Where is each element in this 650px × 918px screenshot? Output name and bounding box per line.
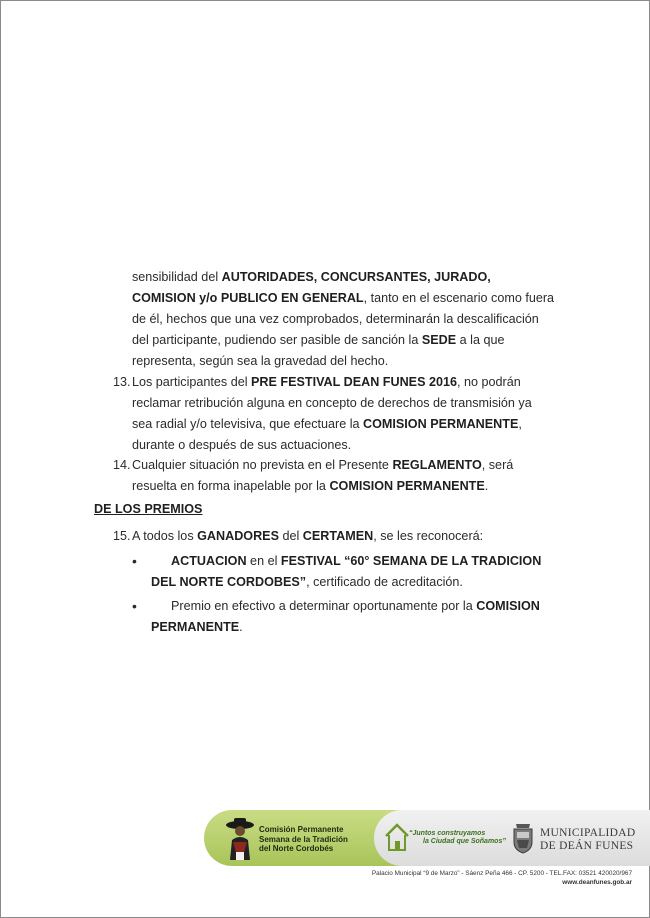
item-13-line-1: Los participantes del PRE FESTIVAL DEAN FUNES 2016, no podrán: [132, 375, 521, 389]
comision-line-3: del Norte Cordobés: [259, 844, 334, 853]
bullet-2-line-2: PERMANENTE.: [151, 620, 243, 634]
address-text: Palacio Municipal “9 de Marzo” - Sáenz Peña 466 - CP. 5200 - TEL.FAX: 03521 420020/967: [371, 870, 632, 877]
item-13-line-4: durante o después de sus actuaciones.: [132, 438, 352, 452]
item-13-number: 13.: [113, 375, 131, 389]
slogan-line-1: “Juntos construyamos: [409, 830, 486, 837]
cont-line-3: de él, hechos que una vez comprobados, determinarán la descalificación: [132, 312, 539, 326]
footer-logos: [204, 810, 650, 866]
slogan: [409, 830, 509, 846]
bullet-2-icon: •: [132, 598, 137, 614]
cont-line-5: representa, según sea la gravedad del hecho.: [132, 354, 389, 368]
website-text: www.deanfunes.gob.ar: [562, 878, 632, 886]
cont-line-2: COMISION y/o PUBLICO EN GENERAL, tanto en el escenario como fuera: [132, 291, 555, 305]
item-13-line-3: sea radial y/o televisiva, que efectuare la COMISION PERMANENTE,: [132, 417, 522, 431]
item-14-line-2: resuelta en forma inapelable por la COMISION PERMANENTE.: [132, 479, 489, 493]
item-13-line-2: reclamar retribución alguna en concepto de derechos de transmisión ya: [132, 396, 532, 410]
municipality-line-1: MUNICIPALIDAD: [540, 827, 636, 839]
cont-line-4: del participante, pudiendo ser pasible de sanción la SEDE a la que: [132, 333, 505, 347]
item-14-number: 14.: [113, 458, 131, 472]
item-15-number: 15.: [113, 529, 131, 543]
house-logo-icon: [384, 822, 410, 852]
bullet-1-line-2: DEL NORTE CORDOBES”, certificado de acreditación.: [151, 575, 463, 589]
comision-line-2: Semana de la Tradición: [259, 834, 348, 844]
bullet-1: [151, 551, 557, 593]
footer-address: [372, 870, 632, 887]
item-14: [132, 455, 557, 497]
slogan-line-2: la Ciudad que Soñamos”: [423, 838, 506, 845]
municipality-line-2: DE DEÁN FUNES: [540, 839, 634, 852]
item-13: [132, 372, 557, 456]
bullet-1-line-1: ACTUACION en el FESTIVAL “60° SEMANA DE LA TRADICION: [171, 554, 542, 568]
municipality-name: [540, 827, 650, 852]
bullet-2-line-1: Premio en efectivo a determinar oportunamente por la COMISION: [171, 599, 540, 613]
bullet-1-icon: •: [132, 553, 137, 569]
municipal-shield-icon: [512, 822, 534, 854]
item-14-line-1: Cualquier situación no prevista en el Presente REGLAMENTO, será: [132, 458, 514, 472]
bullet-2: [151, 596, 557, 638]
gaucho-logo-icon: [224, 816, 256, 860]
cont-line-1: sensibilidad del AUTORIDADES, CONCURSANTES, JURADO,: [132, 270, 491, 284]
item-continuation: [132, 267, 557, 372]
comision-name: [259, 825, 379, 854]
item-15: [132, 526, 557, 547]
item-15-line-1: A todos los GANADORES del CERTAMEN, se les reconocerá:: [132, 529, 484, 543]
section-heading-premios: DE LOS PREMIOS: [94, 502, 203, 516]
comision-line-1: Comisión Permanente: [259, 825, 344, 834]
